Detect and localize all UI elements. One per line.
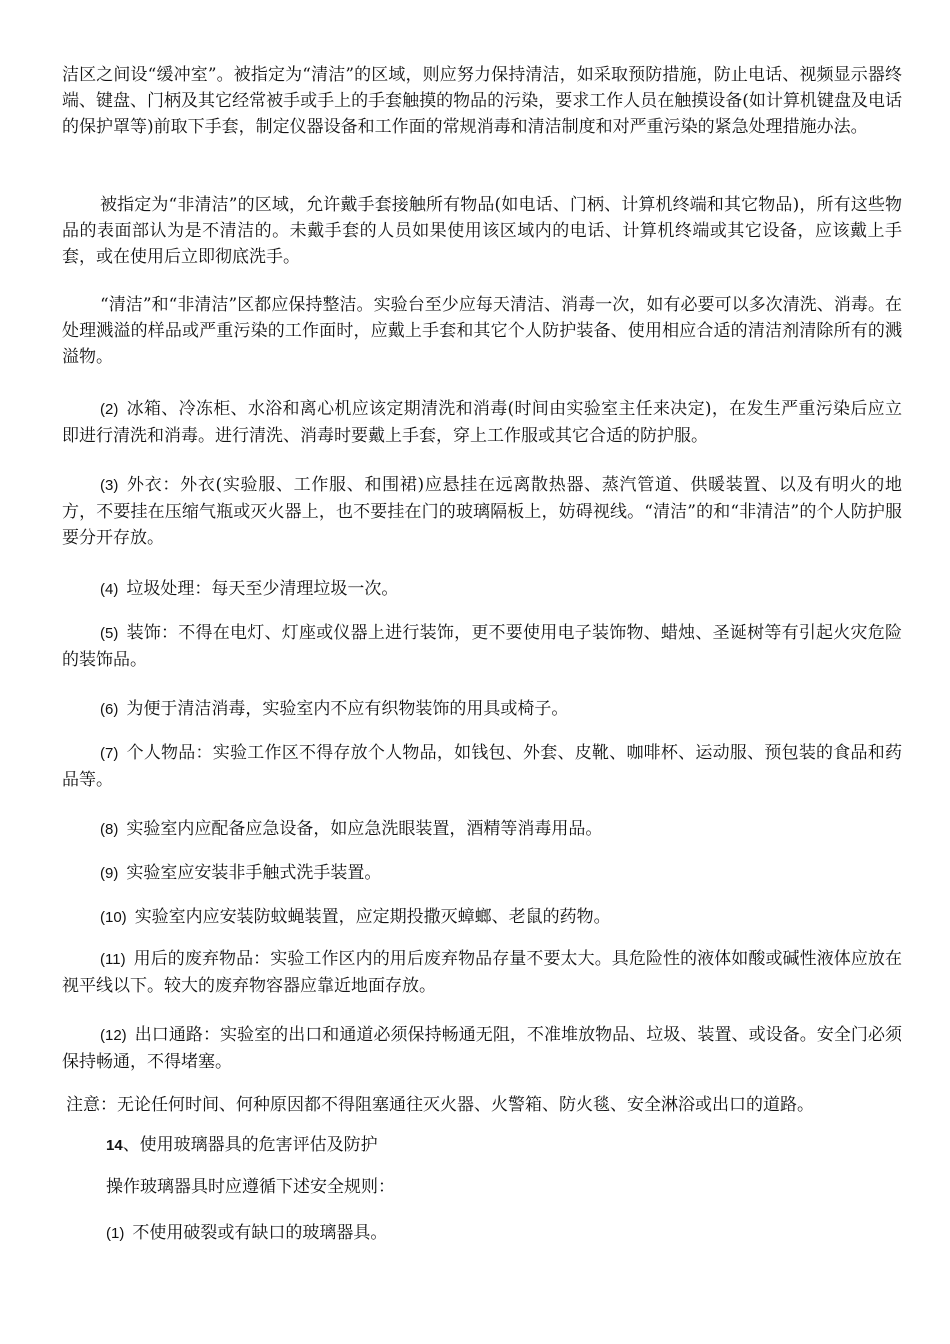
item-number: (6) [100, 701, 119, 718]
item-number: (10) [100, 909, 127, 926]
item-text: 装饰：不得在电灯、灯座或仪器上进行装饰，更不要使用电子装饰物、蜡烛、圣诞树等有引起火灾危险的装饰品。 [62, 623, 902, 670]
item-text: 外衣：外衣(实验服、工作服、和围裙)应悬挂在远离散热器、蒸汽管道、供暖装置、以及有明火的地方，不要挂在压缩气瓶或灭火器上，也不要挂在门的玻璃隔板上，妨碍视线。“清洁”的和“非清洁”的个人防护服要分开存放。 [62, 475, 902, 548]
item-text: 冰箱、冷冻柜、水浴和离心机应该定期清洗和消毒(时间由实验室主任来决定)，在发生严重污染后应立即进行清洗和消毒。进行清洗、消毒时要戴上手套，穿上工作服或其它合适的防护服。 [62, 399, 902, 446]
list-item-9 [62, 860, 902, 887]
list-item-2 [62, 396, 902, 449]
item-number: (7) [100, 745, 119, 762]
list-item-3 [62, 472, 902, 551]
section-heading [106, 1132, 946, 1159]
section-title: 、使用玻璃器具的危害评估及防护 [122, 1135, 378, 1155]
item-number: (5) [100, 625, 119, 642]
intro-paragraph: 操作玻璃器具时应遵循下述安全规则： [106, 1177, 395, 1197]
list-item-7 [62, 740, 902, 793]
item-number: (1) [106, 1225, 125, 1242]
list-item-12 [62, 1022, 902, 1075]
item-number: (4) [100, 581, 119, 598]
list-item-11 [62, 946, 902, 999]
item-text: 为便于清洁消毒，实验室内不应有织物装饰的用具或椅子。 [126, 699, 569, 719]
item-number: (12) [100, 1027, 127, 1044]
list-item-4 [62, 576, 902, 603]
section-number: 14 [106, 1137, 123, 1154]
note-paragraph: 注意：无论任何时间、何种原因都不得阻塞通往灭火器、火警箱、防火毯、安全淋浴或出口的道路。 [66, 1095, 814, 1115]
item-number: (3) [100, 477, 119, 494]
item-text: 垃圾处理：每天至少清理垃圾一次。 [126, 579, 399, 599]
item-text: 不使用破裂或有缺口的玻璃器具。 [132, 1223, 388, 1243]
paragraph-non-clean-zone: 被指定为“非清洁”的区域，允许戴手套接触所有物品(如电话、门柄、计算机终端和其它物品)，所有这些物品的表面部认为是不清洁的。未戴手套的人员如果使用该区域内的电话、计算机终端或其它设备，应该戴上手套，或在使用后立即彻底洗手。 [62, 195, 902, 267]
paragraph-clean-zone: 洁区之间设“缓冲室”。被指定为“清洁”的区域，则应努力保持清洁，如采取预防措施，防止电话、视频显示器终端、键盘、门柄及其它经常被手或手上的手套触摸的物品的污染，要求工作人员在触摸设备(如计算机键盘及电话的保护罩等)前取下手套，制定仪器设备和工作面的常规消毒和清洁制度和对严重污染的紧急处理措施办法。 [62, 65, 902, 137]
item-text: 实验室应安装非手触式洗手装置。 [126, 863, 382, 883]
list-item-5 [62, 620, 902, 673]
item-number: (2) [100, 401, 119, 418]
item-number: (8) [100, 821, 119, 838]
item-text: 实验室内应配备应急设备，如应急洗眼装置，酒精等消毒用品。 [126, 819, 603, 839]
list-item-1 [106, 1220, 946, 1247]
item-text: 用后的废弃物品：实验工作区内的用后废弃物品存量不要太大。具危险性的液体如酸或碱性液体应放在视平线以下。较大的废弃物容器应靠近地面存放。 [62, 949, 902, 996]
item-text: 出口通路：实验室的出口和通道必须保持畅通无阻，不准堆放物品、垃圾、装置、或设备。安全门必须保持畅通，不得堵塞。 [62, 1025, 902, 1072]
paragraph-cleanliness: “清洁”和“非清洁”区都应保持整洁。实验台至少应每天清洁、消毒一次，如有必要可以多次清洗、消毒。在处理溅溢的样品或严重污染的工作面时，应戴上手套和其它个人防护装备、使用相应合适的清洁剂清除所有的溅溢物。 [62, 295, 902, 367]
item-number: (9) [100, 865, 119, 882]
item-text: 实验室内应安装防蚊蝇装置，应定期投撒灭蟑螂、老鼠的药物。 [134, 907, 611, 927]
list-item-8 [62, 816, 902, 843]
list-item-6 [62, 696, 902, 723]
item-number: (11) [100, 951, 126, 968]
list-item-10 [62, 904, 902, 931]
item-text: 个人物品：实验工作区不得存放个人物品，如钱包、外套、皮靴、咖啡杯、运动服、预包装的食品和药品等。 [62, 743, 902, 790]
